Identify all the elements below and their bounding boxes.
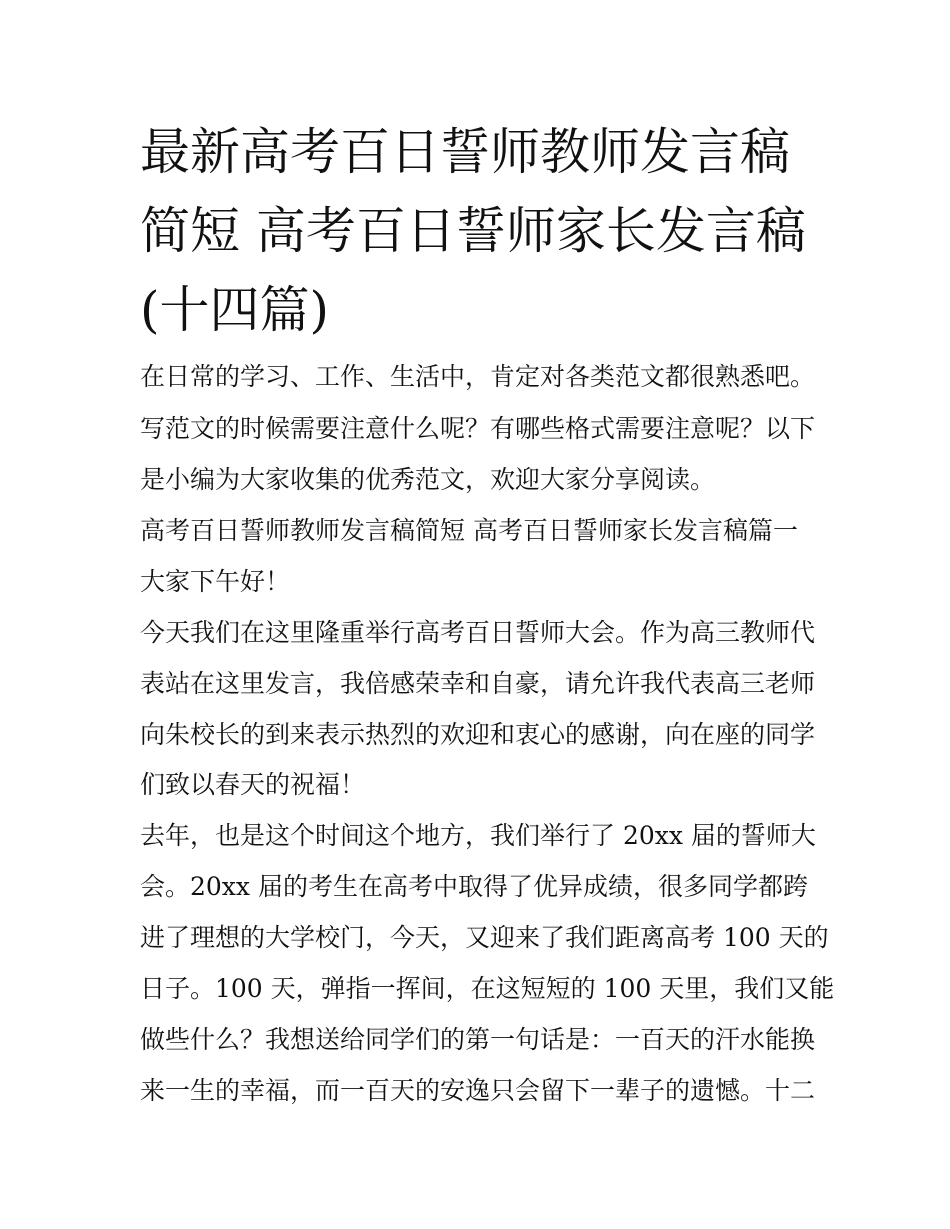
body-line-2: 写范文的时候需要注意什么呢？有哪些格式需要注意呢？以下 — [140, 414, 816, 443]
body-line-12: 进了理想的大学校门，今天，又迎来了我们距离高考 100 天的 — [140, 923, 829, 952]
title-line-1: 最新高考百日誓师教师发言稿 — [140, 123, 790, 181]
body-line-15: 来一生的幸福，而一百天的安逸只会留下一辈子的遗憾。十二 — [140, 1076, 816, 1105]
body-line-7: 表站在这里发言，我倍感荣幸和自豪，请允许我代表高三老师 — [140, 669, 816, 698]
section-heading-1: 高考百日誓师教师发言稿简短 高考百日誓师家长发言稿篇一 — [140, 516, 798, 545]
title-line-3: (十四篇) — [140, 281, 330, 339]
body-line-6: 今天我们在这里隆重举行高考百日誓师大会。作为高三教师代 — [140, 618, 816, 647]
title-line-2: 简短 高考百日誓师家长发言稿 — [140, 202, 806, 260]
body-line-5: 大家下午好！ — [140, 567, 291, 596]
body-line-13: 日子。100 天，弹指一挥间，在这短短的 100 天里，我们又能 — [140, 974, 835, 1003]
body-line-9: 们致以春天的祝福！ — [140, 770, 366, 799]
body-line-10: 去年，也是这个时间这个地方，我们举行了 20xx 届的誓师大 — [140, 821, 816, 850]
document-title — [140, 113, 820, 350]
body-line-14: 做些什么？我想送给同学们的第一句话是：一百天的汗水能换 — [140, 1025, 816, 1054]
body-line-11: 会。20xx 届的考生在高考中取得了优异成绩，很多同学都跨 — [140, 872, 808, 901]
body-line-3: 是小编为大家收集的优秀范文，欢迎大家分享阅读。 — [140, 465, 716, 494]
body-line-8: 向朱校长的到来表示热烈的欢迎和衷心的感谢，向在座的同学 — [140, 720, 816, 749]
body-line-1: 在日常的学习、工作、生活中，肯定对各类范文都很熟悉吧。 — [140, 362, 816, 391]
